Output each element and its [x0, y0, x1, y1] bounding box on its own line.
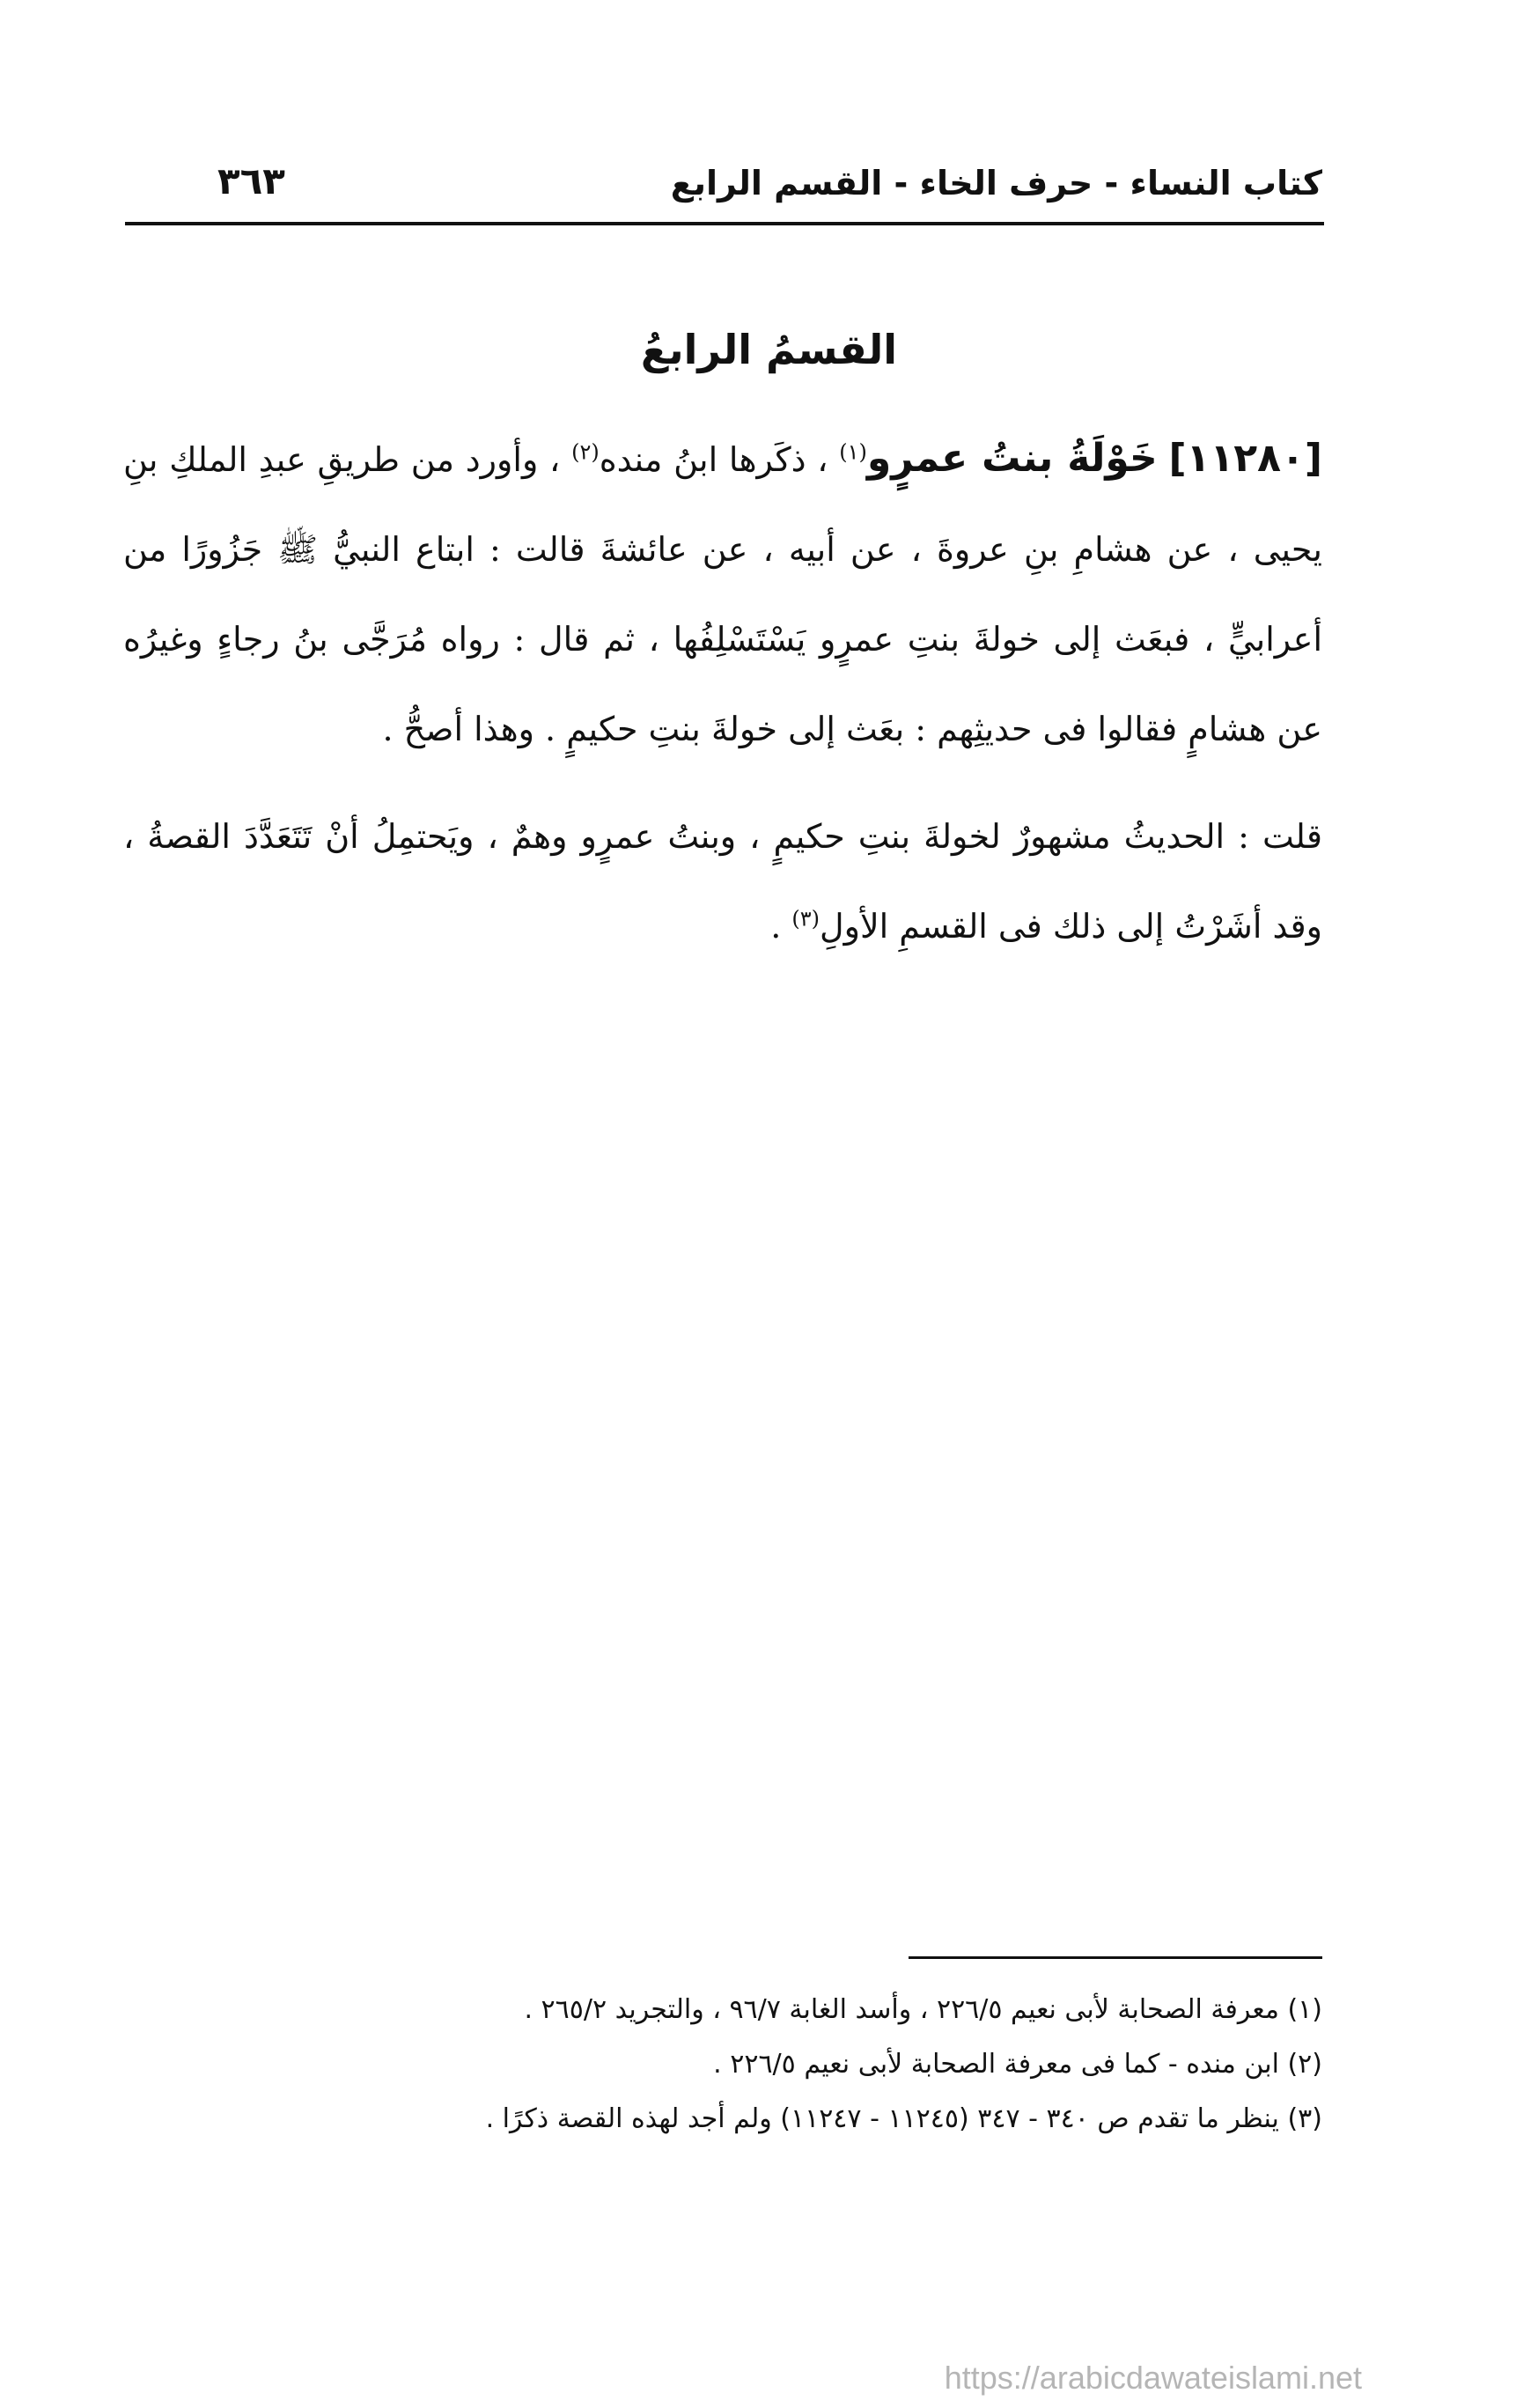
note-paragraph	[123, 792, 1322, 971]
entry-text-2: ، وأورد من طريقِ عبدِ الملكِ بنِ يحيى ، عن هشامِ بنِ عروةَ ، عن أبيه ، عن عائشةَ قالت : ابتاع النبيُّ ﷺ جَزُورًا من أعرابيٍّ ، فبعَث إلى خولةَ بنتِ عمرٍو يَسْتَسْلِفُها ، ثم قال : رواه مُرَجَّى بنُ رجاءٍ وغيرُه عن هشامٍ فقالوا فى حديثِهم : بعَث إلى خولةَ بنتِ حكيمٍ . وهذا أصحُّ .	[123, 440, 1322, 748]
page-number: ٣٦٣	[217, 159, 285, 203]
footnote-ref-3: (٣)	[791, 906, 821, 932]
footnote-ref-1: (١)	[839, 439, 867, 465]
entry-paragraph	[123, 414, 1322, 774]
body-text	[123, 414, 1322, 971]
entry-text-1: ، ذكَرها ابنُ منده	[599, 440, 828, 479]
running-header	[209, 141, 1322, 203]
footnotes	[123, 1983, 1322, 2147]
entry-name: خَوْلَةُ بنتُ عمرٍو	[866, 436, 1158, 481]
entry-number: [١١٢٨٠]	[1168, 436, 1322, 481]
note-text: قلت : الحديثُ مشهورٌ لخولةَ بنتِ حكيمٍ ، وبنتُ عمرٍو وهمٌ ، ويَحتمِلُ أنْ تَتَعَدَّدَ القصةُ ، وقد أشَرْتُ إلى ذلك فى القسمِ الأولِ	[123, 817, 1322, 946]
running-header-title: كتاب النساء - حرف الخاء - القسم الرابع	[670, 164, 1322, 203]
footnote-divider	[909, 1956, 1322, 1959]
note-end: .	[770, 907, 792, 946]
footnote-1: (١) معرفة الصحابة لأبى نعيم ٢٢٦/٥ ، وأسد الغابة ٩٦/٧ ، والتجريد ٢٦٥/٢ .	[524, 1994, 1322, 2025]
watermark-url: https://arabicdawateislami.net	[944, 2360, 1362, 2396]
section-heading: القسمُ الرابعُ	[640, 326, 898, 373]
header-divider	[125, 222, 1324, 225]
footnote-ref-2: (٢)	[571, 439, 600, 465]
footnote-2: (٢) ابن منده - كما فى معرفة الصحابة لأبى نعيم ٢٢٦/٥ .	[713, 2049, 1322, 2080]
footnote-3: (٣) ينظر ما تقدم ص ٣٤٠ - ٣٤٧ (١١٢٤٥ - ١١٢٤٧) ولم أجد لهذه القصة ذكرًا .	[485, 2103, 1322, 2134]
